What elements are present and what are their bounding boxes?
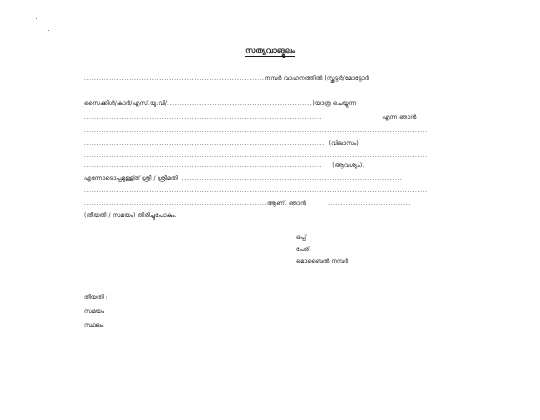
body-line-5: ................................................................................................ (വിലാസം) [84, 140, 359, 147]
body-line-4: ......................................................................................................................................... [84, 127, 428, 134]
signature-label: ഒപ്പ് [296, 234, 306, 241]
time-label: സമയം [84, 308, 105, 315]
body-line-10: .........................................................................ആണ്. ഞാൻ ................................. [84, 200, 411, 207]
body-line-1: ........................................................................നമ്പർ വാഹനത്തിൽ (സ്കൂട്ടർ/മോട്ടോർ [84, 75, 370, 82]
body-line-7: ............................................................................................... (ആവശ്യം). [84, 162, 365, 169]
name-label: പേര് [296, 246, 310, 253]
body-line-6: ......................................................................................................................................... [84, 152, 428, 159]
scan-speck [36, 18, 37, 19]
scan-speck [48, 30, 49, 31]
body-line-9: ......................................................................................................................................... [84, 187, 428, 194]
body-line-3: ............................................................................................... എന്ന ഞാൻ [84, 114, 417, 121]
document-title: സത്യവാങ്മൂലം [245, 46, 295, 55]
mobile-number-label: മൊബൈൽ നമ്പർ [296, 258, 349, 265]
body-line-2: സൈക്കിൾ/കാർ/എസ്.യു.വി/..........................................................)യാത്ര ചെയ്യുന്ന [84, 100, 357, 107]
body-line-11: (തീയതി / സമയം) തിരിച്ചുപോകും. [84, 212, 177, 219]
place-label: സ്ഥലം [84, 322, 104, 329]
body-line-8: എന്നോടൊപ്പമുള്ള്ത് ശ്രീ / ശ്രീമതി ........................................................................................ [84, 175, 403, 182]
date-label: തീയതി : [84, 294, 108, 301]
